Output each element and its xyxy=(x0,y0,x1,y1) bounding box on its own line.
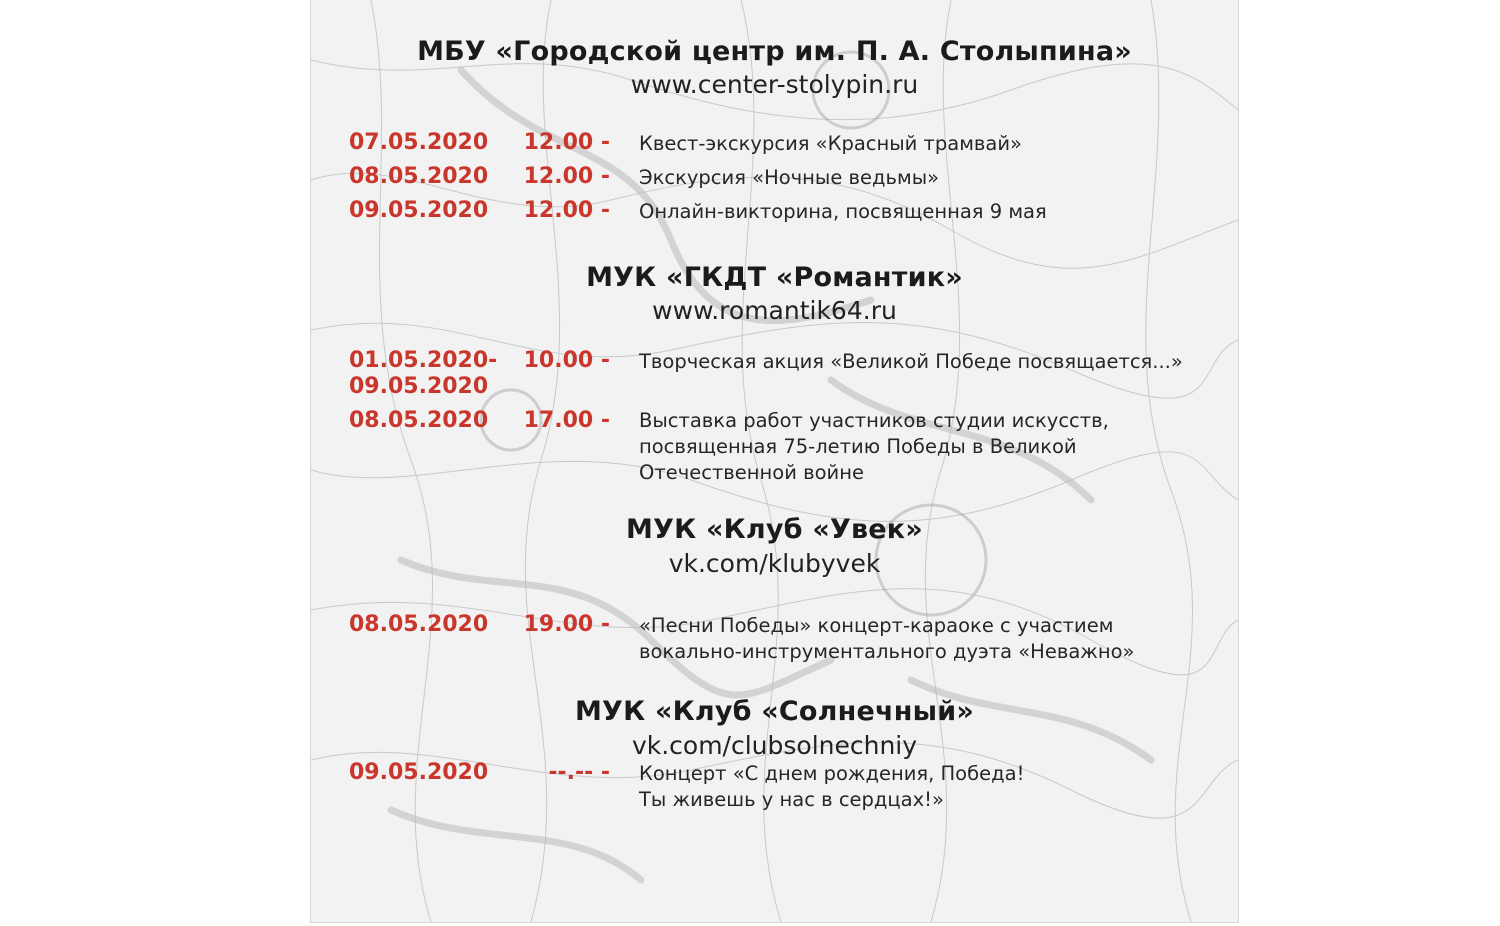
event-description: Экскурсия «Ночные ведьмы» xyxy=(639,166,940,189)
event-time: 12.00 - xyxy=(523,164,610,189)
org-url: www.romantik64.ru xyxy=(652,296,897,325)
event-date: 08.05.2020 xyxy=(349,408,489,433)
event-date: 01.05.2020- xyxy=(349,348,498,373)
org-title: МУК «Клуб «Солнечный» xyxy=(574,696,974,727)
event-date: 08.05.2020 xyxy=(349,164,489,189)
schedule-content xyxy=(311,0,1238,922)
org-title: МУК «Клуб «Увек» xyxy=(626,514,923,545)
event-time: --.-- - xyxy=(548,760,610,785)
event-time: 10.00 - xyxy=(523,348,610,373)
event-date-end: 09.05.2020 xyxy=(349,374,489,399)
org-url: vk.com/klubyvek xyxy=(668,549,881,578)
event-time: 19.00 - xyxy=(523,612,610,637)
event-time: 12.00 - xyxy=(523,130,610,155)
event-poster xyxy=(310,0,1239,923)
event-date: 09.05.2020 xyxy=(349,198,489,223)
event-description: «Песни Победы» концерт-караоке с участием вокально-инструментального дуэта «Неважно» xyxy=(639,614,1135,663)
org-url: vk.com/clubsolnechniy xyxy=(631,731,918,760)
event-date: 08.05.2020 xyxy=(349,612,489,637)
org-url: www.center-stolypin.ru xyxy=(630,70,919,99)
org-title: МУК «ГКДТ «Романтик» xyxy=(586,262,963,293)
event-time: 12.00 - xyxy=(523,198,610,223)
event-date: 09.05.2020 xyxy=(349,760,489,785)
event-date: 07.05.2020 xyxy=(349,130,489,155)
event-description: Творческая акция «Великой Победе посвящается...» xyxy=(639,350,1183,373)
org-title: МБУ «Городской центр им. П. А. Столыпина» xyxy=(417,36,1132,67)
event-description: Онлайн-викторина, посвященная 9 мая xyxy=(639,200,1047,223)
event-time: 17.00 - xyxy=(523,408,610,433)
event-description: Концерт «С днем рождения, Победа! Ты живешь у нас в сердцах!» xyxy=(639,762,1025,811)
event-description: Квест-экскурсия «Красный трамвай» xyxy=(639,132,1022,155)
event-description: Выставка работ участников студии искусств, посвященная 75-летию Победы в Великой Отечественной войне xyxy=(639,409,1109,484)
